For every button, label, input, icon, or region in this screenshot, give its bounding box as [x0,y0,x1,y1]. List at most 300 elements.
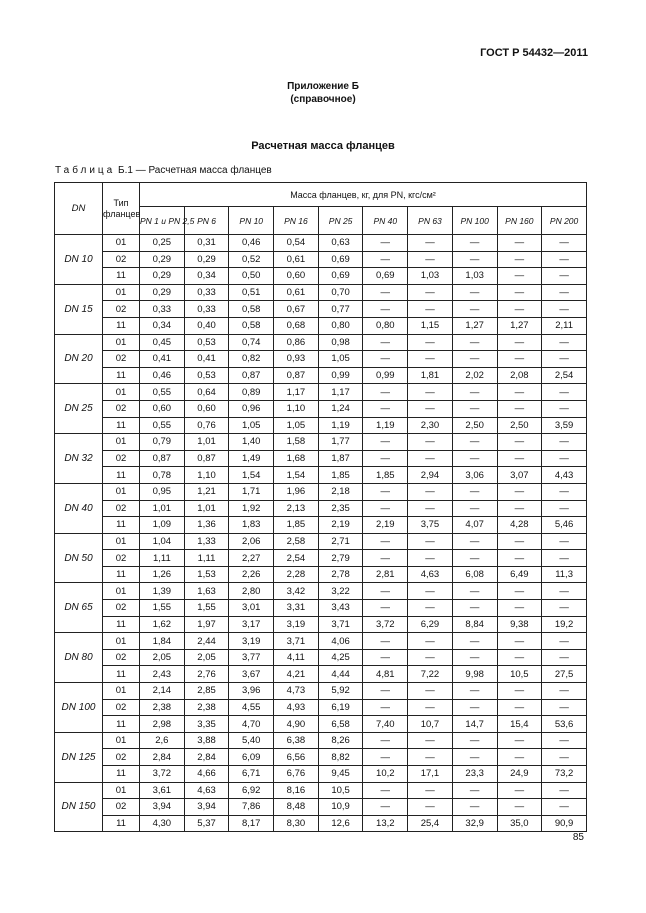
mass-value-cell: 4,93 [274,699,319,716]
mass-value-cell: 2,08 [497,367,542,384]
mass-value-cell: 0,54 [274,235,319,252]
mass-value-cell: — [452,683,497,700]
pn-column-header: PN 10 [229,207,274,235]
mass-value-cell: — [542,782,587,799]
mass-value-cell: 25,4 [408,815,453,832]
mass-value-cell: — [542,583,587,600]
mass-value-cell: 0,70 [318,284,363,301]
table-row [55,517,587,534]
mass-value-cell: — [408,384,453,401]
mass-value-cell: — [452,799,497,816]
mass-value-cell: — [363,550,408,567]
mass-value-cell: 2,05 [184,649,229,666]
mass-value-cell: — [408,749,453,766]
mass-value-cell: 3,71 [274,633,319,650]
mass-value-cell: 8,84 [452,616,497,633]
mass-value-cell: 1,01 [184,500,229,517]
mass-value-cell: — [452,500,497,517]
mass-value-cell: 3,01 [229,600,274,617]
mass-value-cell: 3,72 [363,616,408,633]
mass-value-cell: — [408,550,453,567]
mass-value-cell: — [497,284,542,301]
mass-value-cell: — [408,732,453,749]
mass-value-cell: 5,40 [229,732,274,749]
mass-value-cell: 35,0 [497,815,542,832]
mass-value-cell: — [542,450,587,467]
mass-value-cell: — [408,235,453,252]
mass-value-cell: 0,89 [229,384,274,401]
mass-value-cell: 0,69 [318,251,363,268]
flange-type-cell: 02 [103,799,140,816]
mass-value-cell: — [497,500,542,517]
mass-value-cell: 10,5 [497,666,542,683]
mass-value-cell: — [408,450,453,467]
mass-value-cell: 1,68 [274,450,319,467]
mass-value-cell: — [497,633,542,650]
mass-value-cell: — [497,683,542,700]
mass-value-cell: 0,53 [184,334,229,351]
table-row [55,600,587,617]
flange-type-cell: 11 [103,317,140,334]
mass-value-cell: 0,41 [184,351,229,368]
mass-value-cell: 3,77 [229,649,274,666]
mass-value-cell: 1,04 [140,533,185,550]
mass-value-cell: 53,6 [542,716,587,733]
mass-value-cell: 1,19 [363,417,408,434]
mass-value-cell: 0,52 [229,251,274,268]
table-row [55,400,587,417]
mass-value-cell: 0,60 [274,268,319,285]
dn-cell: DN 80 [55,633,103,683]
table-row [55,301,587,318]
mass-value-cell: 1,26 [140,566,185,583]
mass-value-cell: 2,84 [140,749,185,766]
mass-value-cell: 3,19 [229,633,274,650]
mass-value-cell: 1,01 [140,500,185,517]
mass-value-cell: 0,79 [140,434,185,451]
mass-value-cell: — [452,450,497,467]
mass-value-cell: 3,17 [229,616,274,633]
dn-cell: DN 15 [55,284,103,334]
mass-value-cell: — [452,400,497,417]
mass-value-cell: 6,19 [318,699,363,716]
mass-value-cell: 4,11 [274,649,319,666]
mass-value-cell: 1,15 [408,317,453,334]
flange-type-cell: 11 [103,766,140,783]
table-row [55,716,587,733]
mass-value-cell: — [452,633,497,650]
mass-value-cell: — [542,251,587,268]
table-row [55,699,587,716]
mass-value-cell: — [408,799,453,816]
table-row [55,550,587,567]
flange-type-cell: 01 [103,533,140,550]
mass-value-cell: 2,78 [318,566,363,583]
dn-cell: DN 25 [55,384,103,434]
mass-value-cell: — [363,749,408,766]
table-row [55,351,587,368]
mass-value-cell: 1,24 [318,400,363,417]
flange-type-cell: 11 [103,467,140,484]
mass-value-cell: 4,43 [542,467,587,484]
mass-value-cell: 2,58 [274,533,319,550]
mass-value-cell: 1,96 [274,483,319,500]
mass-value-cell: — [452,434,497,451]
mass-value-cell: 0,64 [184,384,229,401]
mass-value-cell: 4,06 [318,633,363,650]
mass-value-cell: 0,55 [140,417,185,434]
table-row [55,732,587,749]
mass-value-cell: 3,94 [140,799,185,816]
mass-value-cell: — [542,550,587,567]
mass-value-cell: — [452,483,497,500]
mass-value-cell: 10,5 [318,782,363,799]
mass-value-cell: — [408,284,453,301]
mass-value-cell: 0,29 [140,284,185,301]
flange-type-cell: 11 [103,566,140,583]
mass-value-cell: 0,76 [184,417,229,434]
mass-value-cell: 0,78 [140,467,185,484]
mass-value-cell: 1,85 [318,467,363,484]
appendix-note: (справочное) [290,94,356,105]
mass-value-cell: — [408,583,453,600]
mass-value-cell: 4,81 [363,666,408,683]
mass-value-cell: 1,92 [229,500,274,517]
mass-value-cell: 3,67 [229,666,274,683]
mass-value-cell: 5,37 [184,815,229,832]
mass-value-cell: 3,88 [184,732,229,749]
mass-value-cell: — [497,301,542,318]
mass-value-cell: 0,87 [274,367,319,384]
mass-value-cell: 2,19 [318,517,363,534]
mass-value-cell: 2,27 [229,550,274,567]
flange-mass-table [54,182,587,832]
mass-value-cell: 0,80 [363,317,408,334]
mass-value-cell: 9,38 [497,616,542,633]
mass-value-cell: — [497,799,542,816]
mass-value-cell: 1,49 [229,450,274,467]
mass-value-cell: — [363,799,408,816]
mass-value-cell: 0,99 [363,367,408,384]
mass-value-cell: — [497,600,542,617]
col-type-header: Тип фланцев [103,183,140,235]
mass-value-cell: 1,87 [318,450,363,467]
standard-number: ГОСТ Р 54432—2011 [480,47,588,59]
mass-value-cell: 1,27 [497,317,542,334]
table-row [55,334,587,351]
mass-value-cell: — [542,434,587,451]
mass-value-cell: — [452,649,497,666]
mass-value-cell: 1,09 [140,517,185,534]
mass-value-cell: 2,44 [184,633,229,650]
table-row [55,284,587,301]
mass-value-cell: 3,22 [318,583,363,600]
mass-value-cell: — [542,533,587,550]
table-row [55,235,587,252]
mass-value-cell: 4,25 [318,649,363,666]
flange-type-cell: 02 [103,351,140,368]
dn-cell: DN 65 [55,583,103,633]
mass-value-cell: 0,46 [229,235,274,252]
mass-value-cell: — [408,782,453,799]
mass-value-cell: 1,53 [184,566,229,583]
mass-value-cell: — [542,351,587,368]
mass-value-cell: 19,2 [542,616,587,633]
flange-type-cell: 11 [103,517,140,534]
table-row [55,649,587,666]
mass-value-cell: 8,30 [274,815,319,832]
mass-value-cell: 24,9 [497,766,542,783]
flange-type-cell: 11 [103,417,140,434]
dn-cell: DN 100 [55,683,103,733]
table-caption-text: — Расчетная масса фланцев [135,165,272,176]
mass-value-cell: 3,61 [140,782,185,799]
mass-value-cell: 1,10 [274,400,319,417]
mass-value-cell: 27,5 [542,666,587,683]
mass-value-cell: — [452,583,497,600]
mass-value-cell: 0,45 [140,334,185,351]
mass-value-cell: 4,66 [184,766,229,783]
mass-value-cell: — [542,334,587,351]
pn-column-header: PN 100 [452,207,497,235]
mass-value-cell: — [452,732,497,749]
mass-value-cell: — [542,732,587,749]
mass-value-cell: 3,42 [274,583,319,600]
mass-value-cell: — [542,400,587,417]
mass-value-cell: — [363,583,408,600]
mass-value-cell: — [363,533,408,550]
mass-value-cell: 1,40 [229,434,274,451]
mass-value-cell: 1,81 [408,367,453,384]
page-number: 85 [572,832,584,843]
dn-cell: DN 20 [55,334,103,384]
mass-value-cell: — [497,235,542,252]
mass-value-cell: 10,7 [408,716,453,733]
table-row [55,799,587,816]
mass-value-cell: 1,01 [184,434,229,451]
mass-value-cell: — [497,334,542,351]
mass-value-cell: 2,50 [452,417,497,434]
mass-value-cell: 0,46 [140,367,185,384]
mass-value-cell: 1,55 [184,600,229,617]
mass-value-cell: — [363,683,408,700]
mass-value-cell: 0,29 [184,251,229,268]
table-row [55,467,587,484]
mass-value-cell: — [497,483,542,500]
mass-value-cell: 2,85 [184,683,229,700]
mass-value-cell: 0,34 [140,317,185,334]
mass-value-cell: 4,90 [274,716,319,733]
mass-value-cell: 1,63 [184,583,229,600]
mass-value-cell: — [497,649,542,666]
mass-value-cell: — [452,235,497,252]
mass-value-cell: — [363,633,408,650]
mass-value-cell: 1,39 [140,583,185,600]
mass-value-cell: 14,7 [452,716,497,733]
mass-value-cell: 0,99 [318,367,363,384]
mass-value-cell: 2,50 [497,417,542,434]
mass-value-cell: 3,75 [408,517,453,534]
mass-value-cell: — [542,799,587,816]
mass-value-cell: 3,35 [184,716,229,733]
mass-value-cell: 2,38 [140,699,185,716]
mass-value-cell: 0,77 [318,301,363,318]
mass-value-cell: — [363,400,408,417]
mass-value-cell: 0,93 [274,351,319,368]
mass-value-cell: — [363,251,408,268]
pn-column-header: PN 160 [497,207,542,235]
flange-type-cell: 01 [103,683,140,700]
mass-value-cell: — [363,600,408,617]
mass-value-cell: — [542,284,587,301]
flange-type-cell: 01 [103,284,140,301]
mass-value-cell: 0,33 [140,301,185,318]
mass-value-cell: 23,3 [452,766,497,783]
mass-value-cell: — [363,434,408,451]
mass-value-cell: 12,6 [318,815,363,832]
mass-value-cell: — [497,351,542,368]
mass-value-cell: — [452,699,497,716]
mass-value-cell: — [542,749,587,766]
flange-type-cell: 02 [103,749,140,766]
mass-value-cell: 0,40 [184,317,229,334]
mass-value-cell: 0,69 [318,268,363,285]
pn-column-header: PN 6 [184,207,229,235]
mass-value-cell: — [542,699,587,716]
mass-value-cell: 0,96 [229,400,274,417]
mass-value-cell: — [452,600,497,617]
mass-value-cell: 1,71 [229,483,274,500]
mass-value-cell: 3,94 [184,799,229,816]
mass-value-cell: 2,11 [542,317,587,334]
flange-type-cell: 01 [103,782,140,799]
table-row [55,533,587,550]
pn-column-header: PN 200 [542,207,587,235]
mass-value-cell: 4,70 [229,716,274,733]
mass-value-cell: 2,35 [318,500,363,517]
flange-type-cell: 01 [103,732,140,749]
mass-value-cell: — [542,268,587,285]
mass-value-cell: 0,87 [140,450,185,467]
table-row [55,500,587,517]
flange-type-cell: 02 [103,699,140,716]
mass-value-cell: — [497,400,542,417]
mass-value-cell: 6,49 [497,566,542,583]
mass-value-cell: 6,29 [408,616,453,633]
mass-value-cell: 6,08 [452,566,497,583]
mass-value-cell: 9,98 [452,666,497,683]
mass-value-cell: 3,96 [229,683,274,700]
mass-value-cell: 1,84 [140,633,185,650]
mass-value-cell: 2,02 [452,367,497,384]
table-caption-number: Б.1 [118,165,133,176]
mass-value-cell: 2,54 [274,550,319,567]
mass-value-cell: — [363,334,408,351]
mass-value-cell: — [363,732,408,749]
mass-value-cell: 3,59 [542,417,587,434]
mass-value-cell: — [452,334,497,351]
mass-value-cell: 3,19 [274,616,319,633]
table-row [55,683,587,700]
mass-value-cell: 0,61 [274,251,319,268]
flange-type-cell: 02 [103,251,140,268]
mass-value-cell: 2,84 [184,749,229,766]
mass-value-cell: — [363,284,408,301]
mass-value-cell: 1,17 [318,384,363,401]
mass-value-cell: 8,16 [274,782,319,799]
table-row [55,766,587,783]
mass-value-cell: 4,07 [452,517,497,534]
mass-value-cell: 0,53 [184,367,229,384]
mass-value-cell: 0,82 [229,351,274,368]
mass-value-cell: 0,87 [184,450,229,467]
mass-value-cell: — [497,434,542,451]
mass-value-cell: — [542,235,587,252]
mass-value-cell: 0,67 [274,301,319,318]
mass-value-cell: 5,92 [318,683,363,700]
mass-value-cell: — [497,533,542,550]
mass-value-cell: 1,97 [184,616,229,633]
mass-value-cell: 1,55 [140,600,185,617]
mass-value-cell: 7,22 [408,666,453,683]
mass-value-cell: — [542,384,587,401]
table-row [55,268,587,285]
mass-value-cell: 1,19 [318,417,363,434]
mass-value-cell: — [408,633,453,650]
mass-value-cell: — [452,782,497,799]
mass-value-cell: — [408,699,453,716]
pn-column-header: PN 16 [274,207,319,235]
flange-type-cell: 11 [103,268,140,285]
flange-type-cell: 02 [103,301,140,318]
flange-type-cell: 02 [103,649,140,666]
flange-type-cell: 11 [103,616,140,633]
table-row [55,434,587,451]
mass-value-cell: 1,33 [184,533,229,550]
mass-value-cell: — [542,600,587,617]
mass-value-cell: — [452,550,497,567]
mass-value-cell: 1,58 [274,434,319,451]
table-row [55,749,587,766]
mass-value-cell: — [497,699,542,716]
mass-value-cell: 4,30 [140,815,185,832]
mass-value-cell: 2,18 [318,483,363,500]
mass-value-cell: 9,45 [318,766,363,783]
mass-value-cell: 3,31 [274,600,319,617]
appendix-title: Приложение Б [287,81,359,92]
mass-value-cell: 0,58 [229,301,274,318]
mass-value-cell: — [497,384,542,401]
mass-value-cell: 2,14 [140,683,185,700]
table-row [55,367,587,384]
mass-value-cell: — [408,683,453,700]
dn-cell: DN 150 [55,782,103,832]
table-row [55,417,587,434]
mass-value-cell: 13,2 [363,815,408,832]
dn-cell: DN 40 [55,483,103,533]
mass-value-cell: — [452,533,497,550]
table-row [55,317,587,334]
mass-value-cell: — [452,251,497,268]
dn-cell: DN 125 [55,732,103,782]
mass-value-cell: 4,63 [408,566,453,583]
flange-type-cell: 02 [103,500,140,517]
mass-value-cell: 0,34 [184,268,229,285]
mass-value-cell: — [542,483,587,500]
mass-value-cell: 2,94 [408,467,453,484]
mass-value-cell: — [542,500,587,517]
mass-value-cell: 6,38 [274,732,319,749]
